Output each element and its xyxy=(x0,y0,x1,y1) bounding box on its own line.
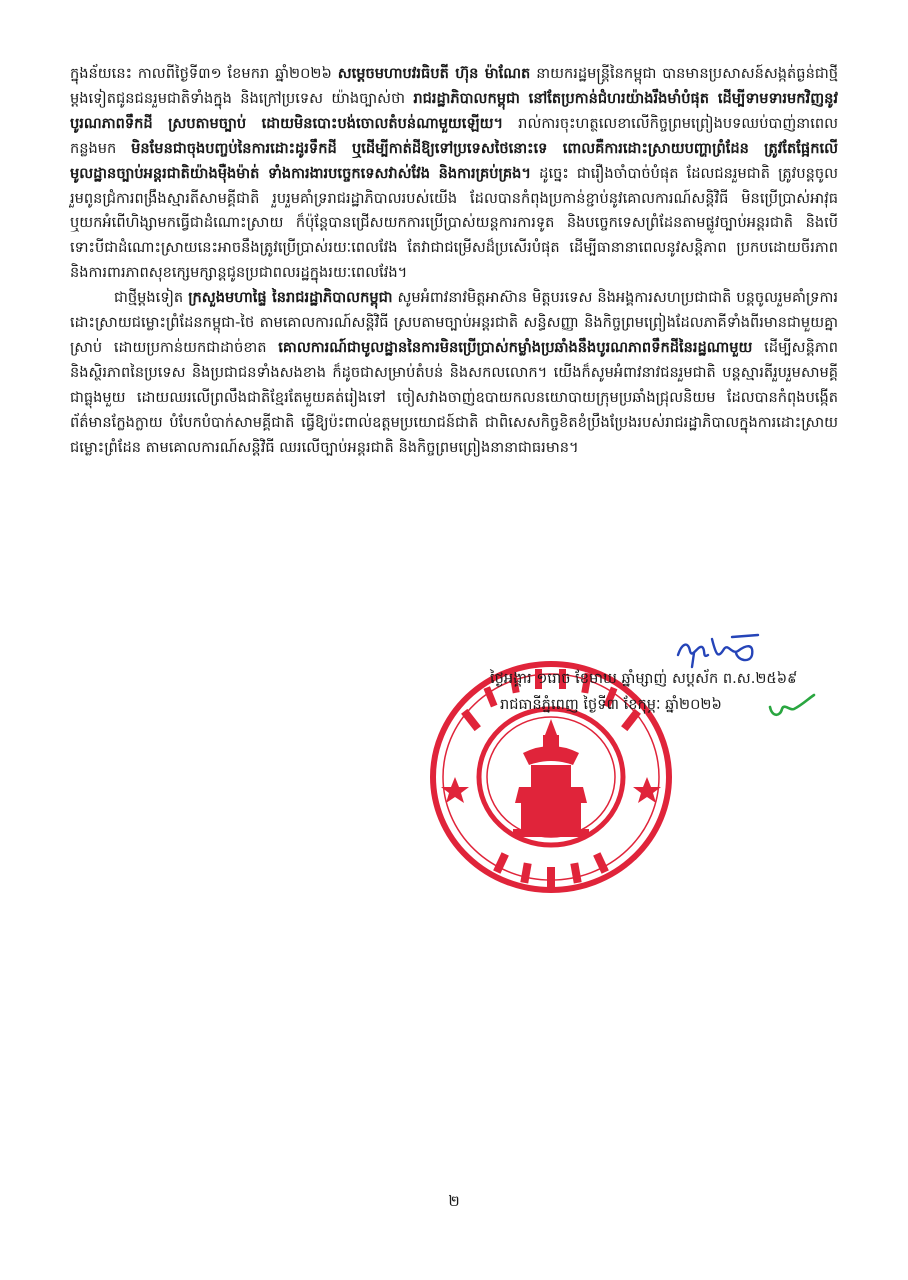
paragraph-1-text: ដូច្នេះ ជារឿងចាំបាច់បំផុត ដែលជនរួមជាតិ ត្រូវបន្តចូលរួមពូនជ្រំការពង្រឹងស្មារតីសាមគ្គីជាតិ រួបរួមគាំទ្ររាជរដ្ឋាភិបាលរបស់យើង ដែលបានកំពុងប្រកាន់ខ្ជាប់នូវគោលការណ៍សន្តិវិធី មិនប្រើប្រាស់អាវុធ ឬយកអំពើហិង្សាមកធ្វើជាដំណោះស្រាយ ក៏ប៉ុន្តែបានជ្រើសយកការប្រើប្រាស់យន្តការការទូត និងបច្ចេកទេសព្រំដែនតាមផ្លូវច្បាប់អន្តរជាតិ និងបើទោះបីជាដំណោះស្រាយនេះអាចនឹងត្រូវប្រើប្រាស់រយៈពេលវែង តែវាជាជម្រើសដ៏ប្រសើរបំផុត ដើម្បីធានានាពេលនូវសន្តិភាព ប្រកបដោយចីរភាព និងការពារភាពសុខក្សេមក្សាន្តជូនប្រជាពលរដ្ឋក្នុងរយៈពេលវែង។ xyxy=(70,164,839,282)
paragraph-1-text: រាល់ការចុះហត្ថលេខាលើកិច្ចព្រមព្រៀងបទឈប់បាញ់នាពេលកន្លងមក xyxy=(70,114,838,157)
handwritten-initials-icon xyxy=(672,625,764,669)
ceasefire-clarification: មិនមែនជាចុងបញ្ចប់នៃការដោះដូរទឹកដី ឬដើម្បីកាត់ដីឱ្យទៅប្រទេសថៃនោះទេ ពោលគឺការដោះស្រាយបញ្ហាព្រំដែន ត្រូវតែផ្អែកលើមូលដ្ឋានច្បាប់អន្តរជាតិយ៉ាងម៉ឺងម៉ាត់ ទាំងការងារបច្ចេកទេសវាស់វែង និងការគ្រប់គ្រង។ xyxy=(70,139,838,182)
paragraph-2 xyxy=(70,286,838,460)
non-use-of-force-principle: គោលការណ៍ជាមូលដ្ឋាននៃការមិនប្រើប្រាស់កម្លាំងប្រឆាំងនឹងបូរណភាពទឹកដីនៃរដ្ឋណាមួយ xyxy=(278,338,753,356)
ministry-name: ក្រសួងមហាផ្ទៃ នៃរាជរដ្ឋាភិបាលកម្ពុជា xyxy=(188,289,393,307)
page-number: ២ xyxy=(448,1192,460,1210)
paragraph-2-text: ជាថ្មីម្ដងទៀត xyxy=(114,289,189,307)
paragraph-1 xyxy=(70,62,838,286)
paragraph-2-text: ដើម្បីសន្តិភាព និងស្ថិរភាពនៃប្រទេស និងប្រជាជនទាំងសងខាង ក៏ដូចជាសម្រាប់តំបន់ និងសកលលោក។ យើងក៏សូមអំពាវនាវជនរួមជាតិ បន្តស្មារតីរួបរួមសាមគ្គីជាធ្លុងមួយ ដោយឈរលើព្រលឹងជាតិខ្មែរតែមួយគត់រៀងទៅ ចៀសវាងចាញ់ឧបាយកលនយោបាយក្រុមប្រឆាំងជ្រុលនិយម ដែលបានកំពុងបង្កើតព័ត៌មានក្លែងក្លាយ បំបែកបំបាក់សាមគ្គីជាតិ ធ្វើឱ្យប៉ះពាល់ឧត្ដមប្រយោជន៍ជាតិ ជាពិសេសកិច្ចខិតខំប្រឹងប្រែងរបស់រាជរដ្ឋាភិបាលក្នុងការដោះស្រាយជម្លោះព្រំដែន តាមគោលការណ៍សន្តិវិធី ឈរលើច្បាប់អន្តរជាតិ និងកិច្ចព្រមព្រៀងនានាជាធរមាន។ xyxy=(70,338,839,456)
lunar-date: ថ្ងៃអង្គារ ១រោច ខែមាឃ ឆ្នាំម្សាញ់ សប្តស័ក ព.ស.២៥៦៩ xyxy=(490,670,798,687)
government-position-statement: រាជរដ្ឋាភិបាលកម្ពុជា នៅតែប្រកាន់ជំហរយ៉ាងរឹងមាំបំផុត ដើម្បីទាមទារមកវិញនូវបូរណភាពទឹកដី ស្របតាមច្បាប់ ដោយមិនបោះបង់ចោលតំបន់ណាមួយឡើយ។ xyxy=(70,89,838,132)
paragraph-1-text: ក្នុងន័យនេះ កាលពីថ្ងៃទី៣១ ខែមករា ឆ្នាំ២០២៦ xyxy=(70,65,338,82)
document-body xyxy=(70,62,838,461)
prime-minister-name: សម្ដេចមហាបវរធិបតី ហ៊ុន ម៉ាណែត xyxy=(337,65,531,82)
paragraph-1-text: នាយករដ្ឋមន្ត្រីនៃកម្ពុជា បានមានប្រសាសន៍សង្កត់ធ្ងន់ជាថ្មីម្ដងទៀតជូនជនរួមជាតិទាំងក្នុង និងក្រៅប្រទេស យ៉ាងច្បាស់ថា xyxy=(70,65,838,107)
green-initial-icon xyxy=(766,691,816,721)
paragraph-2-text: សូមអំពាវនាវមិត្តអាស៊ាន មិត្តបរទេស និងអង្គការសហប្រជាជាតិ បន្តចូលរួមគាំទ្រការដោះស្រាយជម្លោះព្រំដែនកម្ពុជា-ថៃ តាមគោលការណ៍សន្តិវិធី ស្របតាមច្បាប់អន្តរជាតិ សន្ធិសញ្ញា និងកិច្ចព្រមព្រៀងដែលភាគីទាំងពីរមានជាមួយគ្នាស្រាប់ ដោយប្រកាន់យកជាដាច់ខាត xyxy=(70,289,838,356)
solar-date: រាជធានីភ្នំពេញ ថ្ងៃទី៣ ខែកុម្ភៈ ឆ្នាំ២០២៦ xyxy=(500,696,722,713)
